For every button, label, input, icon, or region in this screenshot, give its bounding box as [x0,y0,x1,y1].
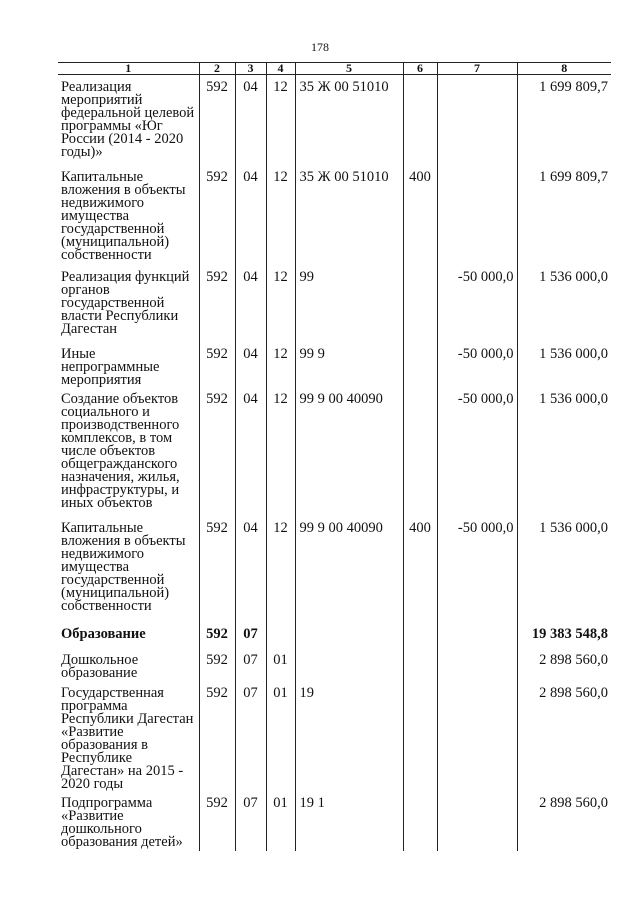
section-code: 04 [235,75,266,166]
budget-table-container [58,62,611,905]
section-code: 07 [235,648,266,681]
table-row [58,681,611,791]
expense-type-code [403,342,437,387]
page-number: 178 [311,40,329,54]
total-amount: 1 536 000,0 [517,265,611,342]
budget-table [58,62,611,851]
subsection-code: 12 [266,516,295,622]
column-header: 8 [517,63,611,75]
ministry-code: 592 [199,516,235,622]
ministry-code: 592 [199,75,235,166]
table-header-row [58,63,611,75]
row-description: Капитальные вложения в объекты недвижимого имущества государственной (муниципальной) собственности [58,165,199,265]
target-item-code: 99 [295,265,403,342]
table-row [58,265,611,342]
table-row [58,516,611,622]
change-amount: -50 000,0 [437,342,517,387]
change-amount: -50 000,0 [437,387,517,516]
section-code: 07 [235,622,266,648]
row-description: Создание объектов социального и производственного комплексов, в том числе объектов общегражданского назначения, жилья, инфраструктуры, и иных объектов [58,387,199,516]
ministry-code: 592 [199,622,235,648]
column-header: 5 [295,63,403,75]
ministry-code: 592 [199,387,235,516]
section-code: 07 [235,681,266,791]
change-amount [437,75,517,166]
target-item-code [295,622,403,648]
change-amount [437,681,517,791]
change-amount: -50 000,0 [437,265,517,342]
ministry-code: 592 [199,265,235,342]
row-description: Капитальные вложения в объекты недвижимого имущества государственной (муниципальной) собственности [58,516,199,622]
expense-type-code [403,387,437,516]
column-header: 6 [403,63,437,75]
column-header: 2 [199,63,235,75]
table-row [58,387,611,516]
expense-type-code [403,265,437,342]
total-amount: 1 536 000,0 [517,387,611,516]
section-code: 04 [235,516,266,622]
subsection-code: 12 [266,387,295,516]
ministry-code: 592 [199,791,235,851]
row-description: Реализация функций органов государственной власти Республики Дагестан [58,265,199,342]
subsection-code: 12 [266,265,295,342]
subsection-code: 01 [266,681,295,791]
change-amount [437,165,517,265]
column-header: 7 [437,63,517,75]
row-description: Реализация мероприятий федеральной целевой программы «Юг России (2014 - 2020 годы)» [58,75,199,166]
column-header: 1 [58,63,199,75]
subsection-code: 12 [266,75,295,166]
section-code: 07 [235,791,266,851]
row-description: Подпрограмма «Развитие дошкольного образования детей» [58,791,199,851]
change-amount: -50 000,0 [437,516,517,622]
change-amount [437,622,517,648]
subsection-code: 01 [266,791,295,851]
table-row [58,791,611,851]
section-code: 04 [235,265,266,342]
change-amount [437,648,517,681]
table-row [58,648,611,681]
target-item-code: 19 1 [295,791,403,851]
row-description: Государственная программа Республики Дагестан «Развитие образования в Республике Дагестан» на 2015 - 2020 годы [58,681,199,791]
row-description: Образование [58,622,199,648]
total-amount: 1 536 000,0 [517,342,611,387]
expense-type-code [403,681,437,791]
total-amount: 2 898 560,0 [517,648,611,681]
target-item-code: 35 Ж 00 51010 [295,75,403,166]
expense-type-code [403,75,437,166]
table-row [58,342,611,387]
total-amount: 1 536 000,0 [517,516,611,622]
table-row [58,622,611,648]
target-item-code: 99 9 00 40090 [295,516,403,622]
target-item-code: 99 9 [295,342,403,387]
section-code: 04 [235,342,266,387]
ministry-code: 592 [199,681,235,791]
expense-type-code [403,791,437,851]
target-item-code: 19 [295,681,403,791]
section-code: 04 [235,165,266,265]
table-row [58,75,611,166]
table-row [58,165,611,265]
column-header: 3 [235,63,266,75]
column-header: 4 [266,63,295,75]
target-item-code: 99 9 00 40090 [295,387,403,516]
total-amount: 19 383 548,8 [517,622,611,648]
total-amount: 2 898 560,0 [517,791,611,851]
subsection-code: 12 [266,165,295,265]
section-code: 04 [235,387,266,516]
subsection-code: 12 [266,342,295,387]
row-description: Дошкольное образование [58,648,199,681]
total-amount: 1 699 809,7 [517,75,611,166]
total-amount: 2 898 560,0 [517,681,611,791]
expense-type-code: 400 [403,516,437,622]
ministry-code: 592 [199,165,235,265]
row-description: Иные непрограммные мероприятия [58,342,199,387]
target-item-code: 35 Ж 00 51010 [295,165,403,265]
subsection-code: 01 [266,648,295,681]
change-amount [437,791,517,851]
ministry-code: 592 [199,342,235,387]
expense-type-code [403,622,437,648]
expense-type-code [403,648,437,681]
ministry-code: 592 [199,648,235,681]
target-item-code [295,648,403,681]
expense-type-code: 400 [403,165,437,265]
total-amount: 1 699 809,7 [517,165,611,265]
subsection-code [266,622,295,648]
